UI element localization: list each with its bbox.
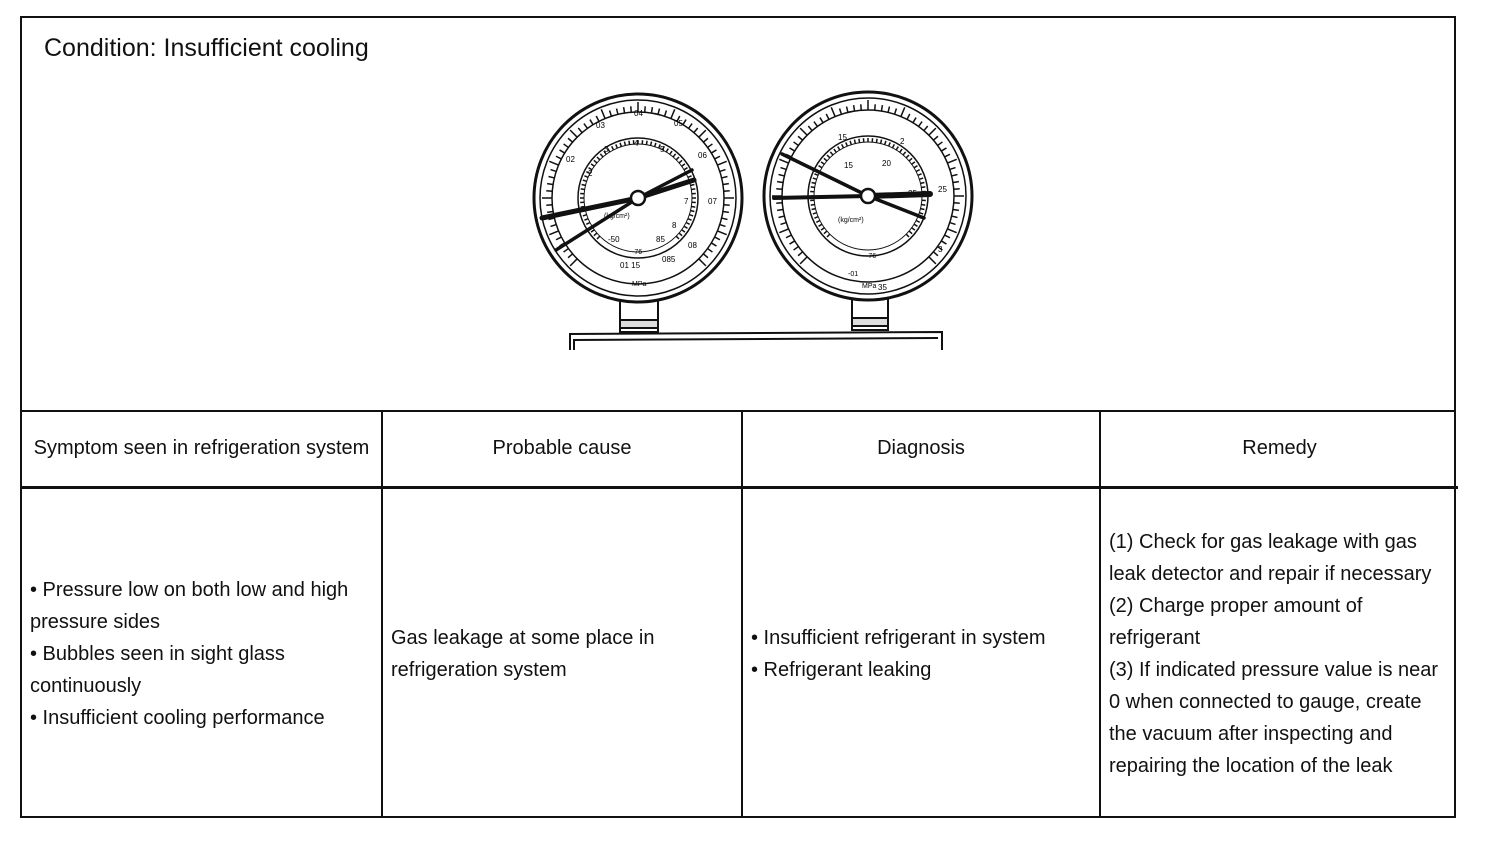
symptom-item: • Insufficient cooling performance [30, 706, 325, 729]
gauge-tick [582, 184, 586, 185]
low-gauge-inner-label: 7 [684, 197, 689, 206]
gauge-tick [691, 184, 695, 185]
gauge-tick [812, 182, 816, 183]
high-gauge-outer-label: 15 [838, 133, 847, 142]
diagnosis-table [22, 410, 1458, 818]
gauge-tick [921, 204, 925, 205]
gauge-tick [646, 141, 647, 145]
remedy-step: (2) Charge proper amount of refrigerant [1109, 594, 1363, 649]
gauge-tick [854, 105, 855, 111]
gauge-tick [921, 187, 925, 188]
gauge-tick [547, 211, 553, 212]
high-gauge-outer-label: 2 [900, 137, 905, 146]
header-diagnosis: Diagnosis [742, 410, 1100, 488]
gauge-tick [811, 204, 815, 205]
gauge-tick [723, 211, 729, 212]
gauge-tick [651, 107, 652, 113]
high-gauge-unit-mpa: MPa [862, 283, 877, 290]
high-gauge-inner-label: 20 [882, 159, 891, 168]
symptom-item: • Pressure low on both low and high pressure sides [30, 578, 349, 633]
diagnosis-sheet [20, 16, 1456, 818]
gauge-tick [881, 140, 882, 144]
low-gauge-outer-label: 08 [688, 241, 697, 250]
high-gauge-minus-label: -76 [866, 253, 877, 260]
high-gauge-hub [861, 189, 875, 203]
high-pressure-gauge [764, 92, 972, 300]
low-gauge-inner-label: 2 [588, 169, 593, 178]
symptom-cell [22, 488, 382, 819]
symptom-item: • Bubbles seen in sight glass continuously [30, 642, 285, 697]
high-gauge-outer-label: 35 [878, 283, 887, 292]
low-gauge-minus-label: -76 [632, 249, 643, 256]
low-gauge-hub [631, 191, 645, 205]
table-row [22, 488, 1458, 819]
gauge-tick [624, 142, 625, 146]
manifold-gauge-illustration [548, 92, 947, 350]
gauge-tick [777, 209, 783, 210]
high-gauge-inner-label: 15 [844, 161, 853, 170]
low-gauge-inner-label: 85 [656, 235, 665, 244]
probable-cause-text: Gas leakage at some place in refrigeration system [391, 626, 655, 681]
gauge-tick [812, 209, 816, 210]
gauge-tick [881, 105, 882, 111]
high-gauge-minus-label: -01 [848, 271, 859, 278]
low-gauge-outer-label: 04 [634, 109, 643, 118]
remedy-step: (3) If indicated pressure value is near 0 when connected to gauge, create the vacuum after inspecting and repairing the location of the leak [1109, 658, 1439, 777]
gauge-tick [777, 182, 783, 183]
diagnosis-cell [742, 488, 1100, 819]
low-gauge-outer-label: 02 [566, 155, 575, 164]
remedy-step: (1) Check for gas leakage with gas leak detector and repair if necessary [1109, 530, 1432, 585]
gauge-tick [921, 182, 925, 183]
low-gauge-outer-label: 03 [596, 121, 605, 130]
low-gauge-minus-label: -50 [608, 235, 620, 244]
condition-title: Condition: Insufficient cooling [44, 34, 369, 62]
low-gauge-outer-label: 01 15 [620, 261, 641, 270]
gauge-tick [953, 182, 959, 183]
gauge-tick [624, 107, 625, 113]
gauge-tick [921, 209, 925, 210]
gauge-tick [953, 209, 959, 210]
low-gauge-outer-label: 085 [662, 255, 676, 264]
diagnosis-item: • Refrigerant leaking [751, 658, 932, 681]
low-pressure-gauge [534, 94, 742, 302]
header-symptom: Symptom seen in refrigeration system [22, 410, 382, 488]
high-gauge-unit: (kg/cm²) [838, 217, 864, 224]
gauge-tick [691, 206, 695, 207]
low-gauge-inner-label: 8 [672, 221, 677, 230]
header-remedy: Remedy [1100, 410, 1458, 488]
low-gauge-inner-label: 5 [660, 145, 665, 154]
low-gauge-outer-label: 06 [698, 151, 707, 160]
high-gauge-outer-label: 25 [938, 185, 947, 194]
high-gauge-outer-label: 3 [938, 245, 943, 254]
gauge-tick [691, 189, 695, 190]
low-gauge-inner-label: 4 [634, 139, 639, 148]
probable-cause-cell [382, 488, 742, 819]
low-gauge-unit-mpa: MPa [632, 281, 647, 288]
header-probable-cause: Probable cause [382, 410, 742, 488]
gauge-tick [651, 142, 652, 146]
low-gauge-outer-label: 07 [708, 197, 717, 206]
gauge-tick [629, 141, 630, 145]
gauge-tick [723, 184, 729, 185]
condition-panel [22, 18, 1454, 412]
gauge-tick [859, 139, 860, 143]
gauge-tick [876, 139, 877, 143]
low-gauge-outer-label: 05 [674, 119, 683, 128]
low-gauge-inner-label: 3 [604, 145, 609, 154]
low-gauge-unit: (kg/cm²) [604, 213, 630, 220]
diagnosis-item: • Insufficient refrigerant in system [751, 626, 1046, 649]
gauge-tick [811, 187, 815, 188]
gauge-tick [691, 211, 695, 212]
gauge-tick [581, 189, 585, 190]
manifold-body [570, 332, 942, 350]
gauge-tick [547, 184, 553, 185]
remedy-cell [1100, 488, 1458, 819]
table-header-row [22, 410, 1458, 488]
gauge-tick [854, 140, 855, 144]
